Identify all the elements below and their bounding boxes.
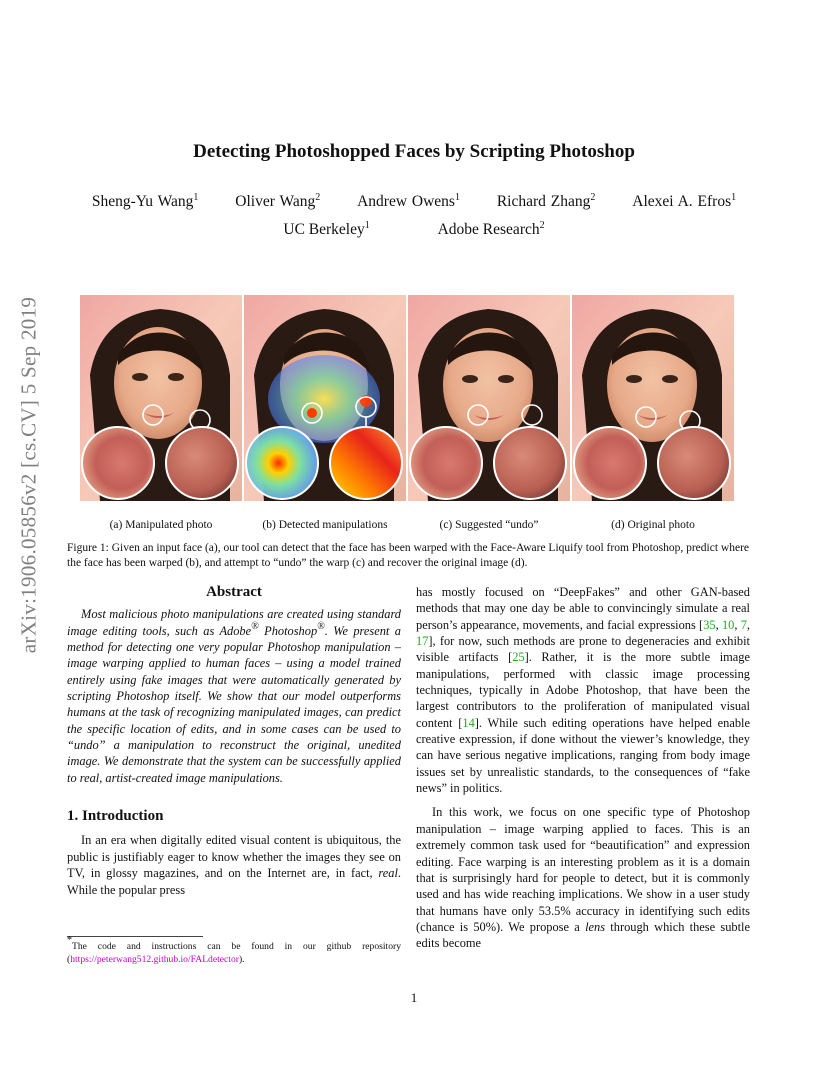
subfigure-captions — [80, 519, 748, 535]
affiliation-1: UC Berkeley$^1$ — [283, 220, 370, 238]
caption-c: (c) Suggested “undo” — [439, 519, 539, 531]
citation-link[interactable]: 17 — [416, 634, 429, 649]
caption-d: (d) Original photo — [611, 519, 695, 531]
abstract-heading: Abstract — [206, 584, 262, 600]
intro-paragraph: In an era when digitally edited visual content is ubiquitous, the public is justifiably eager to know whether the images they see on TV, in glossy magazines, and on the Internet are, in fact, real. While the popular press — [67, 833, 401, 897]
panel-suggested-undo — [408, 295, 570, 501]
right-paragraph-2: In this work, we focus on one specific type of Photoshop manipulation – image warping applied to faces. This is an extremely common task used for “beautification” and expression editing. Face warping is an interesting problem as it is a domain that is surprisingly hard for people to detect, but it is commonly used and has wide reaching implications. We show in a user study that humans have only 53.5% accuracy in identifying such edits (chance is 50%). We propose a lens through which these subtle edits become — [416, 805, 750, 951]
author-3: Andrew Owens$^1$ — [357, 192, 460, 210]
paper-title: Detecting Photoshopped Faces by Scripting Photoshop — [193, 141, 635, 162]
introduction-heading: 1. Introduction — [67, 808, 164, 825]
author-5: Alexei A. Efros$^1$ — [632, 192, 737, 210]
introduction-section — [67, 808, 401, 898]
arxiv-stamp: arXiv:1906.05856v2 [cs.CV] 5 Sep 2019 — [16, 296, 41, 654]
right-paragraph-1: has mostly focused on “DeepFakes” and other GAN-based methods that may one day be able to convincingly simulate a real person’s appearance, movements, and facial expressions [35, 10, 7, 17], for now, such methods are prone to degeneracies and exhibit visible artifacts [25]. Rather, it is the more subtle image manipulations, performed with classic image processing techniques, typically in Adobe Photoshop, that have been the largest contributors to the proliferation of manipulated visual content [14]. While such editing operations have helped enable creative expression, if done without the viewer’s knowledge, they can have serious negative implications, ranging from body image issues set by unrealistic standards, to the consequences of “fake news” in politics. — [416, 585, 751, 796]
teaser-figure — [80, 295, 748, 501]
author-2: Oliver Wang$^2$ — [235, 192, 321, 210]
author-1: Sheng-Yu Wang$^1$ — [91, 192, 199, 210]
citation-link[interactable]: 14 — [462, 715, 475, 730]
citation-link[interactable]: 10 — [721, 617, 735, 632]
author-list — [0, 193, 828, 211]
abstract-text: Most malicious photo manipulations are created using standard image editing tools, such as Adobe® Photoshop®. We present a method for detecting one very popular Photoshop manipulation – image warping applied to human faces – using a model trained entirely using fake images that were automatically generated by scripting Photoshop itself. We show that our model outperforms humans at the task of recognizing manipulated images, can predict the specific location of edits, and in some cases can be used to “undo” a manipulation to reconstruct the original, unedited image. We demonstrate that the system can be successfully applied to real, artist-created image manipulations. — [67, 607, 401, 785]
affiliation-list — [0, 221, 828, 239]
right-column — [416, 584, 750, 952]
abstract-section — [67, 584, 401, 786]
caption-a: (a) Manipulated photo — [109, 519, 213, 531]
citation-link[interactable]: 7 — [740, 617, 747, 632]
affiliation-2: Adobe Research$^2$ — [437, 220, 545, 238]
citation-link[interactable]: 25 — [512, 650, 525, 665]
panel-original-photo — [572, 295, 734, 501]
caption-b: (b) Detected manipulations — [262, 519, 388, 531]
footnote: *The code and instructions can be found in our github repository (https://peterwang512.github.io/FALdetector). — [67, 935, 401, 965]
figure-caption: Figure 1: Given an input face (a), our tool can detect that the face has been warped with the Face-Aware Liquify tool from Photoshop, predict where the face has been warped (b), and attempt to “undo” the warp (c) and recover the original image (d). — [67, 542, 749, 569]
footnote-rule — [67, 936, 203, 937]
citation-link[interactable]: 35 — [703, 617, 716, 632]
panel-detected-manipulations — [244, 295, 406, 501]
panel-manipulated-photo — [80, 295, 242, 501]
github-link[interactable]: https://peterwang512.github.io/FALdetector — [70, 954, 239, 965]
left-column — [67, 584, 401, 898]
author-4: Richard Zhang$^2$ — [496, 192, 596, 210]
page-number: 1 — [410, 990, 418, 1005]
